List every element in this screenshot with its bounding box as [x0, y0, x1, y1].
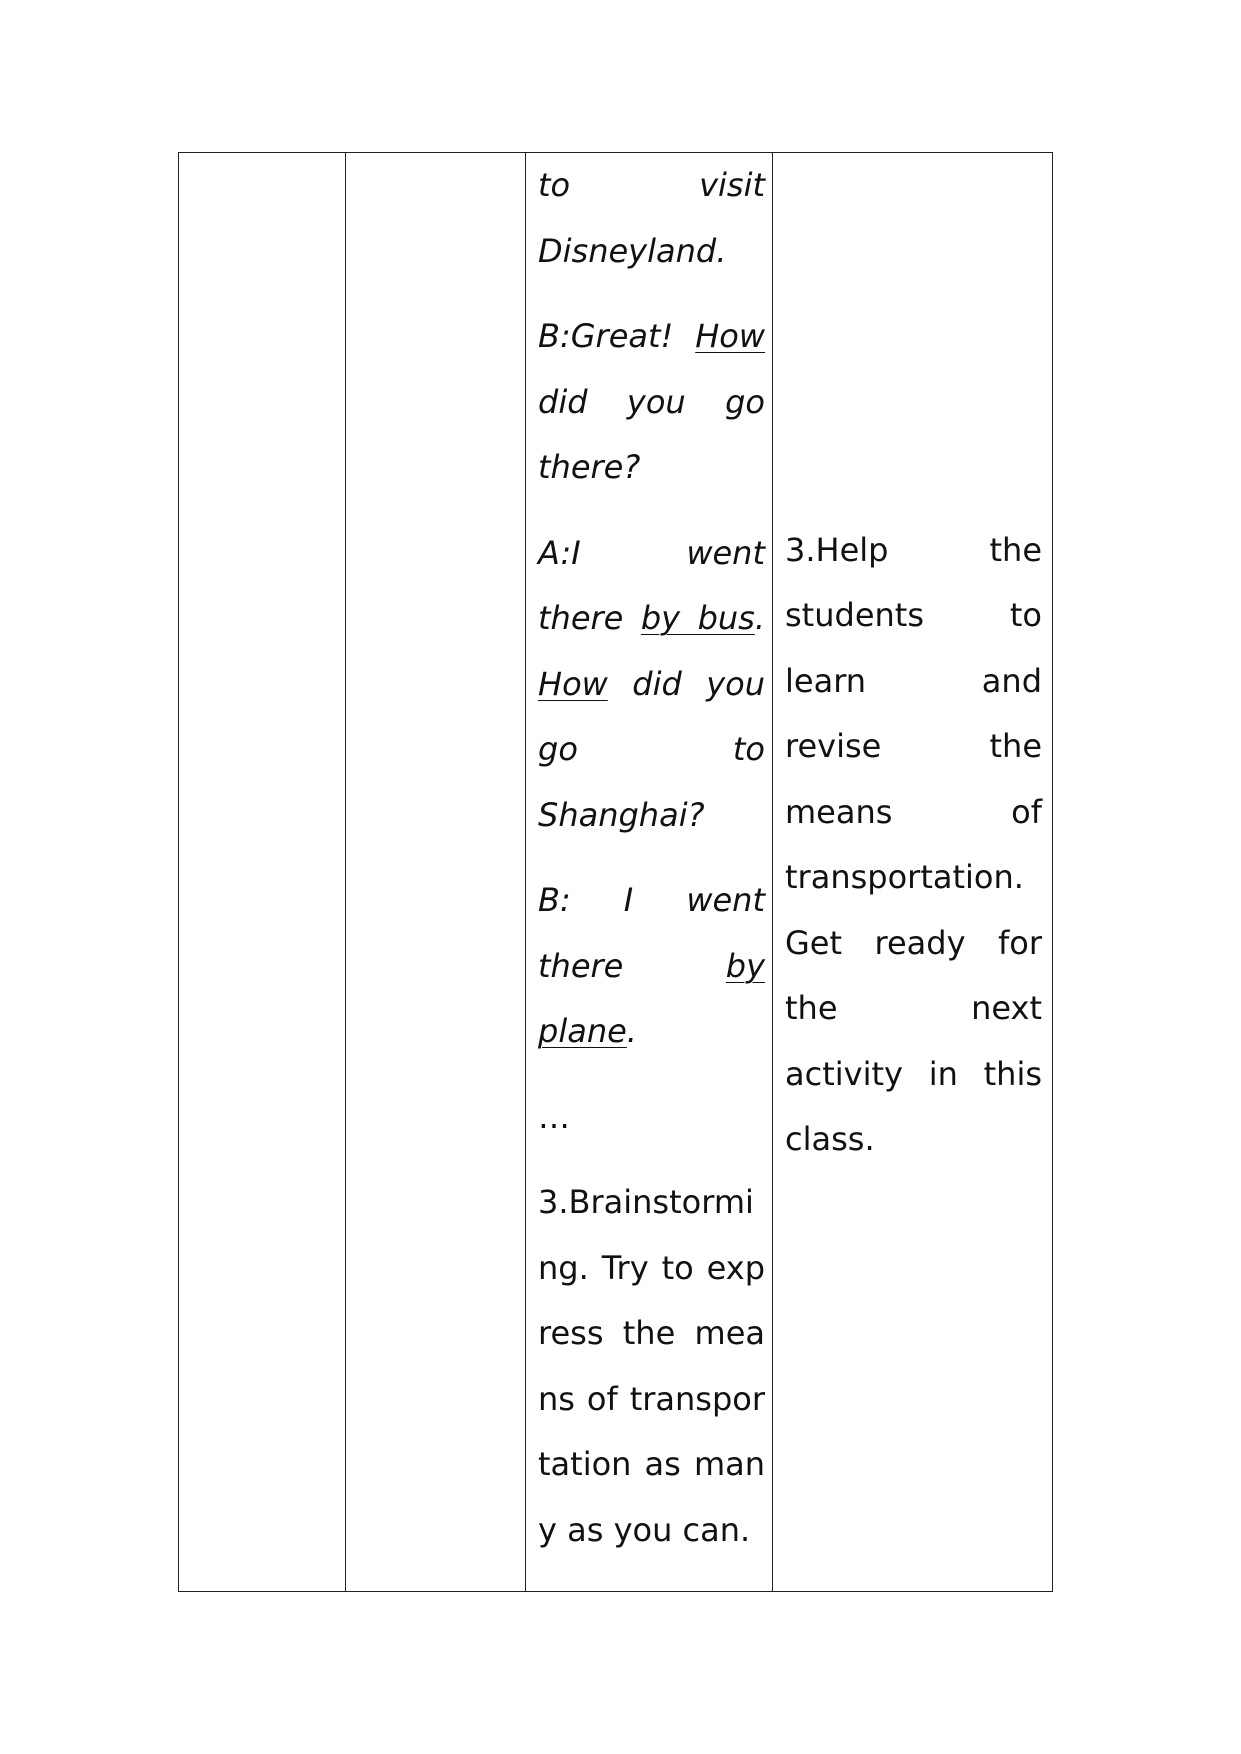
dialogue-line-3: [538, 521, 765, 849]
table-row: [179, 153, 1053, 1592]
dialogue-line-2-suffix: did you go there?: [538, 382, 765, 486]
dialogue-line-3-suffix: did you go to Shanghai?: [538, 664, 765, 834]
step-cell: [179, 153, 346, 1592]
dialogue-line-3-mid: .: [754, 599, 766, 637]
dialogue-line-4-underlined: by plane: [538, 946, 765, 1050]
dialogue-line-1: to visit Disneyland.: [538, 166, 765, 270]
lesson-plan-table: [178, 152, 1053, 1592]
teacher-activity-cell: [346, 153, 526, 1592]
dialogue-line-2-prefix: B:Great!: [538, 317, 696, 355]
purpose-cell: [773, 153, 1053, 1592]
dialogue-line-3-underlined-2: How: [538, 664, 608, 703]
dialogue-line-3-underlined-1: by bus: [640, 599, 755, 637]
dialogue-line-4: [538, 868, 765, 1065]
dialogue-ellipsis: …: [538, 1097, 570, 1136]
dialogue-line-3-prefix: A:I went there: [538, 533, 765, 637]
dialogue-line-2-underlined: How: [695, 317, 765, 355]
purpose-text: 3.Help the students to learn and revise the means of transportation. Get ready for the next activity in this class.: [785, 530, 1042, 1158]
dialogue-line-4-suffix: .: [626, 1012, 637, 1050]
dialogue-line-4-prefix: B: I went there: [538, 881, 765, 985]
brainstorming-text: 3.Brainstorming. Try to express the means of transportation as many as you can.: [538, 1183, 765, 1549]
dialogue-line-2: [538, 304, 765, 501]
student-activity-cell: [526, 153, 773, 1592]
